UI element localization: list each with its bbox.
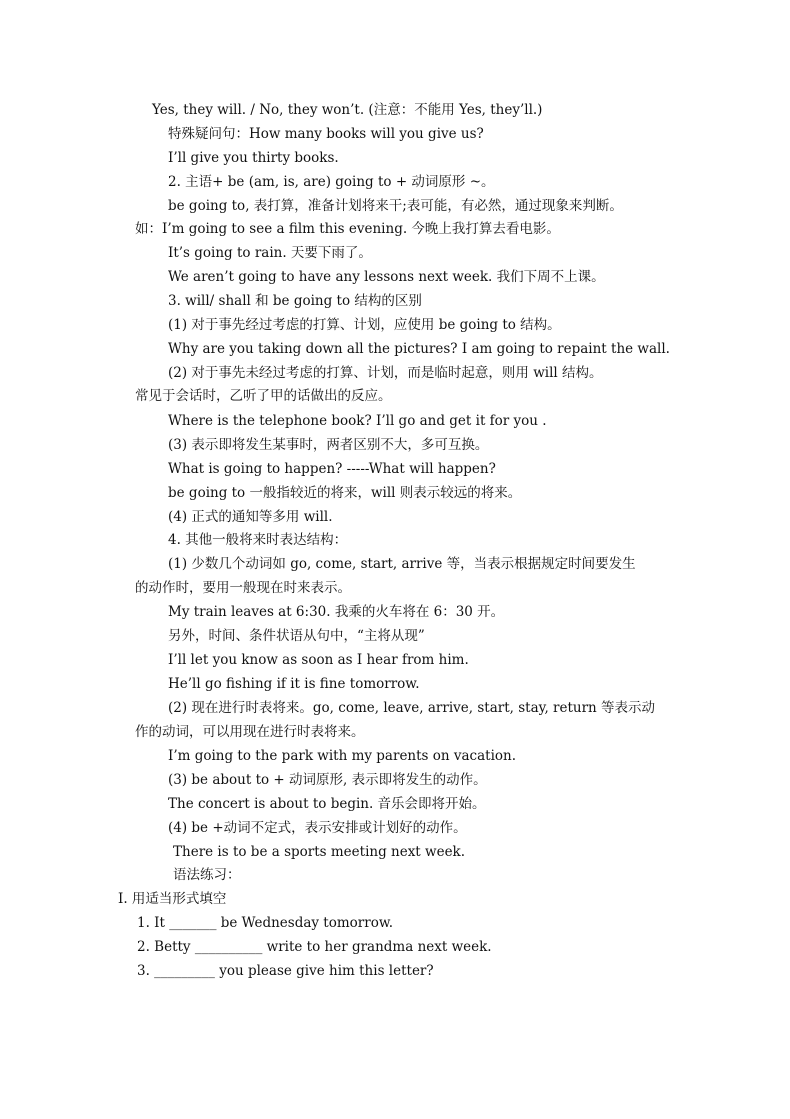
text-line: We aren’t going to have any lessons next week. 我们下周不上课。: [168, 269, 605, 285]
text-line: (1) 对于事先经过考虑的打算、计划，应使用 be going to 结构。: [168, 317, 561, 333]
text-line: 常见于会话时，乙听了甲的话做出的反应。: [135, 388, 392, 404]
text-line: There is to be a sports meeting next week.: [173, 844, 466, 860]
text-line: (3) be about to + 动词原形, 表示即将发生的动作。: [168, 772, 487, 788]
text-line: Where is the telephone book? I’ll go and get it for you .: [168, 413, 547, 429]
text-line: (2) 对于事先未经过考虑的打算、计划，而是临时起意，则用 will 结构。: [168, 365, 603, 381]
text-line: (4) 正式的通知等多用 will.: [168, 509, 333, 525]
text-line: (4) be +动词不定式，表示安排或计划好的动作。: [168, 820, 467, 836]
text-line: What is going to happen? -----What will happen?: [168, 461, 496, 477]
text-line: I’ll let you know as soon as I hear from him.: [168, 652, 469, 668]
text-line: Yes, they will. / No, they won’t. (注意：不能用 Yes, they’ll.): [152, 102, 543, 118]
section-heading: 4. 其他一般将来时表达结构：: [168, 532, 348, 548]
text-line: It’s going to rain. 天要下雨了。: [168, 245, 372, 261]
text-line: Why are you taking down all the pictures? I am going to repaint the wall.: [168, 341, 670, 357]
text-line: (3) 表示即将发生某事时，两者区别不大，多可互换。: [168, 437, 489, 453]
exercise-item: 2. Betty __________ write to her grandma next week.: [137, 939, 492, 955]
text-line: be going to, 表打算，准备计划将来干;表可能，有必然，通过现象来判断。: [168, 198, 623, 214]
text-line: My train leaves at 6:30. 我乘的火车将在 6：30 开。: [168, 604, 505, 620]
text-line: be going to 一般指较近的将来，will 则表示较远的将来。: [168, 485, 522, 501]
text-line: 特殊疑问句：How many books will you give us?: [168, 126, 484, 142]
text-line: 的动作时，要用一般现在时来表示。: [135, 580, 351, 596]
text-line: 另外，时间、条件状语从句中，“主将从现”: [168, 628, 425, 644]
text-line: (2) 现在进行时表将来。go, come, leave, arrive, start, stay, return 等表示动: [168, 700, 656, 716]
section-heading: 3. will/ shall 和 be going to 结构的区别: [168, 293, 422, 309]
exercise-item: 1. It _______ be Wednesday tomorrow.: [137, 915, 394, 931]
text-line: I’m going to the park with my parents on vacation.: [168, 748, 517, 764]
text-line: (1) 少数几个动词如 go, come, start, arrive 等，当表示根据规定时间要发生: [168, 556, 636, 572]
text-line: The concert is about to begin. 音乐会即将开始。: [168, 796, 486, 812]
exercise-heading: I. 用适当形式填空: [118, 891, 227, 907]
exercise-item: 3. _________ you please give him this letter?: [137, 963, 434, 979]
text-line: 作的动词，可以用现在进行时表将来。: [135, 724, 365, 740]
text-line: 如：I’m going to see a film this evening. 今晚上我打算去看电影。: [135, 221, 560, 237]
text-line: 2. 主语+ be (am, is, are) going to + 动词原形 ~。: [168, 174, 495, 190]
section-heading: 语法练习：: [173, 867, 241, 883]
text-line: I’ll give you thirty books.: [168, 150, 339, 166]
text-line: He’ll go fishing if it is fine tomorrow.: [168, 676, 420, 692]
